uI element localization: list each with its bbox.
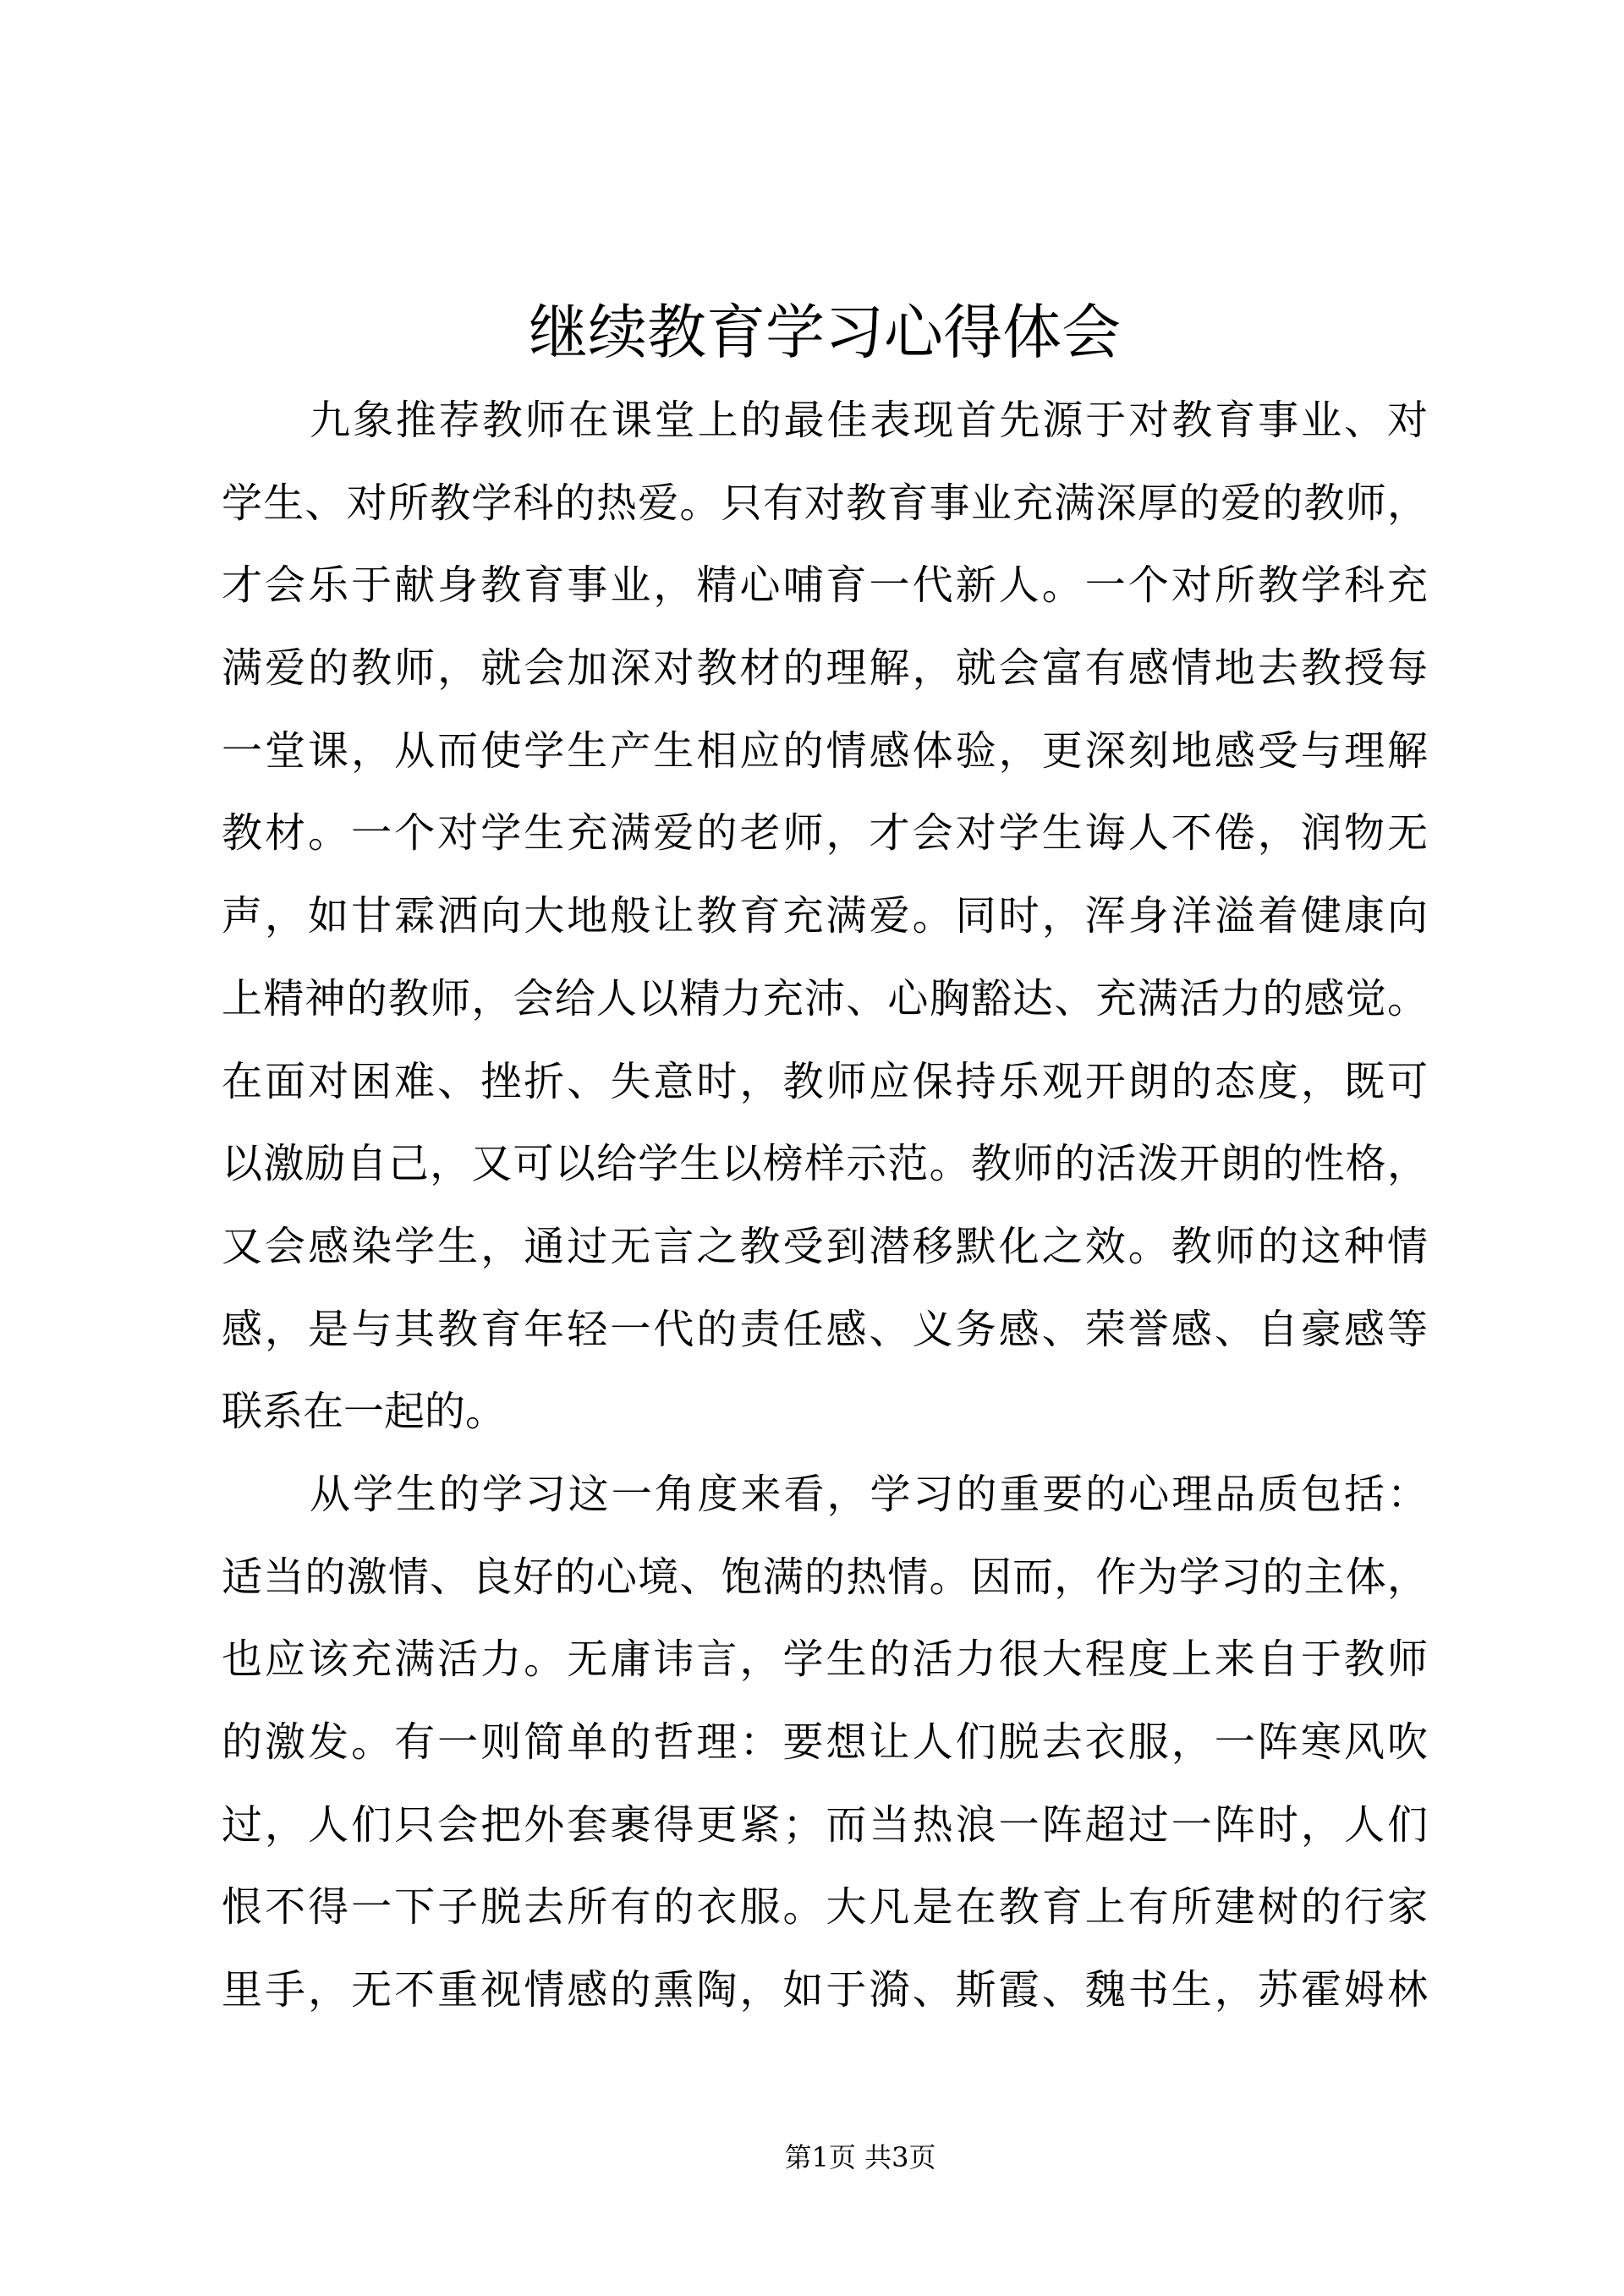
body-line: 上精神的教师，会给人以精力充沛、心胸豁达、充满活力的感觉。 bbox=[222, 974, 1428, 1022]
body-line: 教材。一个对学生充满爱的老师，才会对学生诲人不倦，润物无 bbox=[222, 809, 1428, 858]
body-line: 才会乐于献身教育事业，精心哺育一代新人。一个对所教学科充 bbox=[222, 562, 1428, 610]
body-line: 也应该充满活力。无庸讳言，学生的活力很大程度上来自于教师 bbox=[222, 1636, 1428, 1684]
body-line: 九象推荐教师在课堂上的最佳表现首先源于对教育事业、对 bbox=[310, 397, 1428, 444]
page-footer: 第1页 共3页 bbox=[784, 2141, 936, 2173]
body-line: 的激发。有一则简单的哲理：要想让人们脱去衣服，一阵寒风吹 bbox=[222, 1718, 1428, 1766]
body-line: 以激励自己，又可以给学生以榜样示范。教师的活泼开朗的性格， bbox=[222, 1140, 1428, 1188]
body-line: 恨不得一下子脱去所有的衣服。大凡是在教育上有所建树的行家 bbox=[222, 1883, 1428, 1932]
body-line: 联系在一起的。 bbox=[222, 1388, 507, 1436]
body-line: 学生、对所教学科的热爱。只有对教育事业充满深厚的爱的教师， bbox=[222, 479, 1428, 527]
body-line: 在面对困难、挫折、失意时，教师应保持乐观开朗的态度，既可 bbox=[222, 1057, 1428, 1105]
body-line: 从学生的学习这一角度来看，学习的重要的心理品质包括： bbox=[310, 1470, 1428, 1518]
document-body bbox=[222, 380, 1428, 2032]
body-line: 又会感染学生，通过无言之教受到潜移默化之效。教师的这种情 bbox=[222, 1222, 1428, 1270]
body-line: 满爱的教师，就会加深对教材的理解，就会富有感情地去教授每 bbox=[222, 644, 1428, 693]
body-line: 声，如甘霖洒向大地般让教育充满爱。同时，浑身洋溢着健康向 bbox=[222, 892, 1428, 940]
body-line: 适当的激情、良好的心境、饱满的热情。因而，作为学习的主体， bbox=[222, 1553, 1428, 1601]
body-line: 一堂课，从而使学生产生相应的情感体验，更深刻地感受与理解 bbox=[222, 726, 1428, 775]
document-title: 继续教育学习心得体会 bbox=[529, 298, 1121, 367]
paragraph-1 bbox=[222, 380, 1428, 1454]
body-line: 过，人们只会把外套裹得更紧；而当热浪一阵超过一阵时，人们 bbox=[222, 1800, 1428, 1849]
body-line: 里手，无不重视情感的熏陶，如于漪、斯霞、魏书生，苏霍姆林 bbox=[222, 1966, 1428, 2014]
body-line: 感，是与其教育年轻一代的责任感、义务感、荣誉感、自豪感等 bbox=[222, 1305, 1428, 1353]
paragraph-2 bbox=[222, 1454, 1428, 2032]
